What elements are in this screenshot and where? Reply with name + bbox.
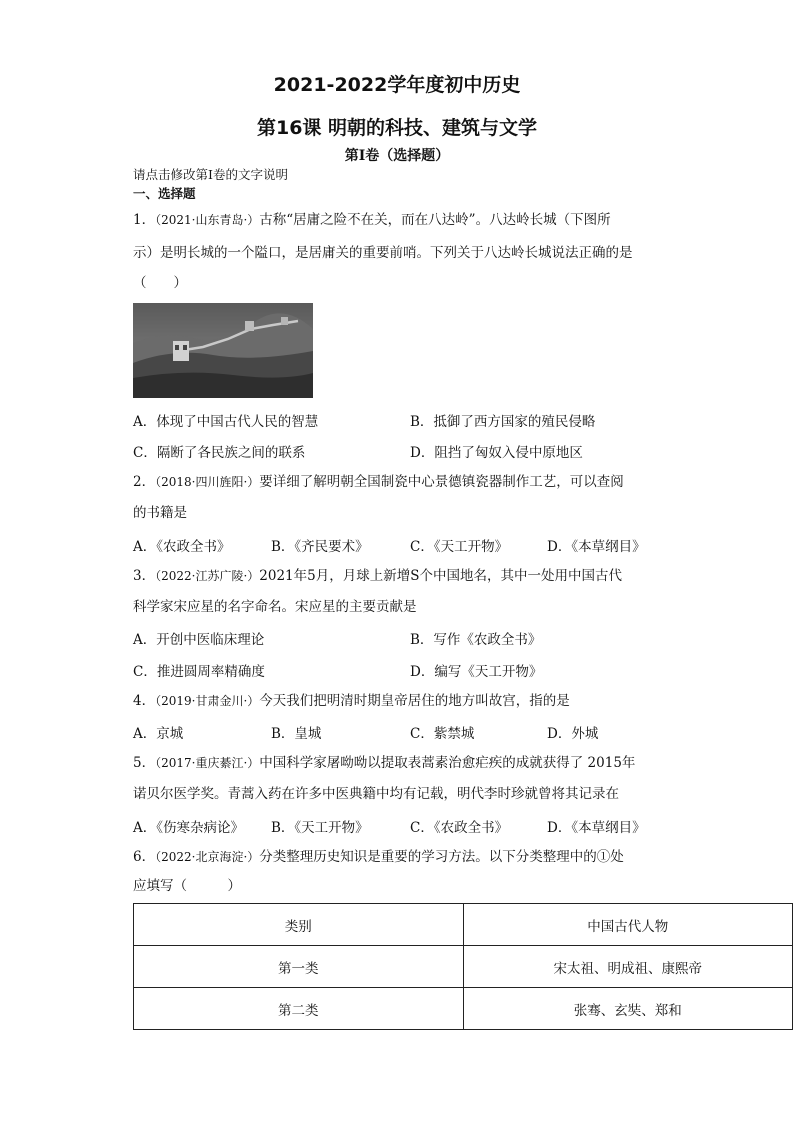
question-6-text-1: 分类整理历史知识是重要的学习方法。以下分类整理中的①处 — [259, 849, 624, 865]
question-2-source: （2018·四川旌阳·） — [155, 475, 260, 489]
lesson-title: 第16课 明朝的科技、建筑与文学 — [256, 117, 538, 139]
question-5-option-a: A．《伤寒杂病论》 — [133, 820, 244, 836]
question-6-line-1 — [133, 847, 624, 867]
question-3-source: （2022·江苏广陵·） — [155, 569, 260, 583]
table-header-cell: 类别 — [134, 904, 464, 946]
question-3-option-c: C．推进圆周率精确度 — [133, 664, 265, 680]
question-4-line-1 — [133, 691, 570, 711]
table-cell: 张骞、玄奘、郑和 — [463, 988, 793, 1030]
question-1-option-c: C．隔断了各民族之间的联系 — [133, 445, 306, 461]
question-5-text-1: 中国科学家屠呦呦以提取表蒿素治愈疟疾的成就获得了 2015年 — [259, 755, 636, 771]
question-1-option-d: D．阻挡了匈奴入侵中原地区 — [410, 445, 583, 461]
question-4-option-c: C．紫禁城 — [410, 726, 475, 742]
document-title: 2021-2022学年度初中历史 — [273, 74, 521, 96]
table-row — [134, 988, 793, 1030]
question-5-number: 5． — [133, 755, 156, 771]
question-4-option-d: D．外城 — [547, 726, 599, 742]
table-header-cell: 中国古代人物 — [463, 904, 793, 946]
question-4-option-a: A．京城 — [133, 726, 184, 742]
question-6-text-2: 应填写（ ） — [133, 878, 241, 894]
question-1-option-b: B．抵御了西方国家的殖民侵略 — [410, 414, 596, 430]
question-1-source: （2021·山东青岛·） — [155, 213, 260, 227]
question-2-text-2: 的书籍是 — [133, 505, 187, 521]
question-2-option-c: C．《天工开物》 — [410, 539, 509, 555]
question-1-text-2: 示）是明长城的一个隘口，是居庸关的重要前哨。下列关于八达岭长城说法正确的是 — [133, 245, 633, 261]
great-wall-photo — [133, 303, 313, 398]
question-5-option-b: B．《天工开物》 — [271, 820, 369, 836]
question-1-line-1 — [133, 210, 611, 230]
question-5-source: （2017·重庆綦江·） — [155, 756, 260, 770]
question-5-line-1 — [133, 753, 635, 773]
question-3-number: 3． — [133, 568, 156, 584]
table-row — [134, 946, 793, 988]
table-header-row — [134, 904, 793, 946]
volume-title: 第I卷（选择题） — [344, 148, 450, 164]
table-cell: 宋太祖、明成祖、康熙帝 — [463, 946, 793, 988]
question-1-blank: （ ） — [133, 275, 187, 291]
question-4-number: 4． — [133, 693, 156, 709]
classification-table — [133, 903, 793, 1030]
question-1-number: 1． — [133, 212, 156, 228]
table-cell: 第二类 — [134, 988, 464, 1030]
question-4-option-b: B．皇城 — [271, 726, 322, 742]
question-5-option-c: C．《农政全书》 — [410, 820, 509, 836]
question-5-option-d: D．《本草纲目》 — [547, 820, 646, 836]
section-heading: 一、选择题 — [133, 186, 196, 201]
question-6-number: 6． — [133, 849, 156, 865]
question-6-source: （2022·北京海淀·） — [155, 850, 260, 864]
question-3-text-1: 2021年5月，月球上新增S个中国地名，其中一处用中国古代 — [259, 568, 622, 584]
question-2-number: 2． — [133, 474, 156, 490]
question-3-option-a: A．开创中医临床理论 — [133, 632, 265, 648]
question-2-option-b: B．《齐民要术》 — [271, 539, 369, 555]
question-4-source: （2019·甘肃金川·） — [155, 694, 260, 708]
question-3-text-2: 科学家宋应星的名字命名。宋应星的主要贡献是 — [133, 599, 417, 615]
question-3-line-1 — [133, 566, 622, 586]
question-2-line-1 — [133, 472, 624, 492]
question-2-option-a: A．《农政全书》 — [133, 539, 231, 555]
question-5-text-2: 诺贝尔医学奖。青蒿入药在许多中医典籍中均有记载，明代李时珍就曾将其记录在 — [133, 786, 619, 802]
volume-hint: 请点击修改第I卷的文字说明 — [133, 167, 288, 182]
table-cell: 第一类 — [134, 946, 464, 988]
question-3-option-b: B．写作《农政全书》 — [410, 632, 542, 648]
question-2-option-d: D．《本草纲目》 — [547, 539, 646, 555]
question-3-option-d: D．编写《天工开物》 — [410, 664, 543, 680]
question-2-text-1: 要详细了解明朝全国制瓷中心景德镇瓷器制作工艺，可以查阅 — [259, 474, 624, 490]
question-1-option-a: A．体现了中国古代人民的智慧 — [133, 414, 319, 430]
question-1-text-1: 古称“居庸之险不在关，而在八达岭”。八达岭长城（下图所 — [259, 212, 611, 228]
question-4-text-1: 今天我们把明清时期皇帝居住的地方叫故宫，指的是 — [259, 693, 570, 709]
